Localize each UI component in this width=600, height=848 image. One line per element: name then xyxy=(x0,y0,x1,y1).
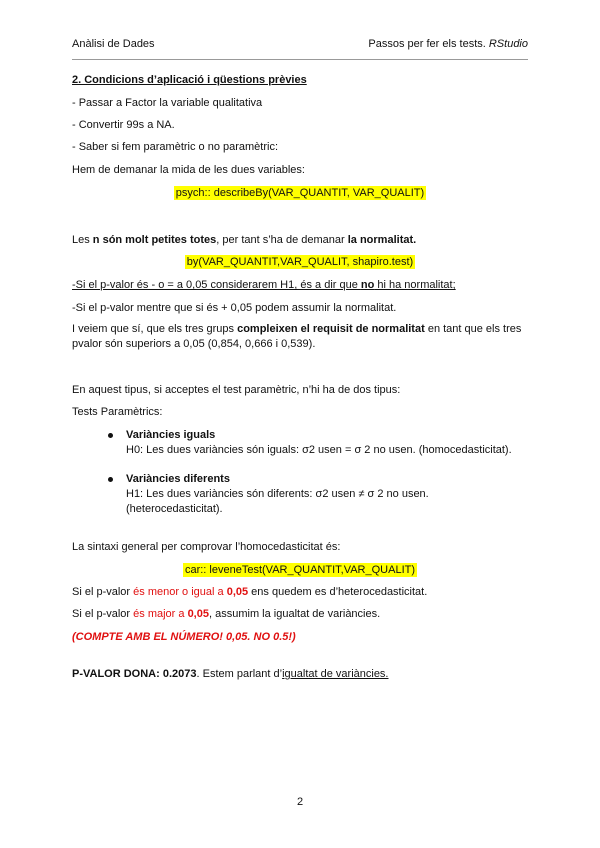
warning-text: (COMPTE AMB EL NÚMERO! 0,05. NO 0.5!) xyxy=(72,631,296,643)
code-levene: car:: leveneTest(VAR_QUANTIT,VAR_QUALIT) xyxy=(184,564,416,576)
section-title: 2. Condicions d’aplicació i qüestions prèvies xyxy=(72,74,307,86)
p-rule-2: Si el p-valor és major a 0,05, assumim la igualtat de variàncies. xyxy=(72,608,381,620)
header-divider xyxy=(72,59,528,60)
step-1: - Passar a Factor la variable qualitativa xyxy=(72,97,263,109)
header-right-text: Passos per fer els tests. xyxy=(368,38,489,50)
bullet-2-title: Variàncies diferents xyxy=(126,473,230,485)
code-shapiro-line xyxy=(0,255,600,269)
code-describe: psych:: describeBy(VAR_QUANTIT, VAR_QUALIT) xyxy=(175,187,425,199)
result-line: P-VALOR DONA: 0.2073. Estem parlant d’igualtat de variàncies. xyxy=(72,668,389,680)
bullet-dot-2 xyxy=(108,477,113,482)
size-intro: Hem de demanar la mida de les dues variables: xyxy=(72,164,305,176)
code-describe-line xyxy=(0,186,600,200)
page-number: 2 xyxy=(296,796,304,808)
conclusion-line-1: I veiem que sí, que els tres grups compleixen el requisit de normalitat en tant que els tres xyxy=(72,323,522,335)
step-2: - Convertir 99s a NA. xyxy=(72,119,175,131)
header-right xyxy=(368,38,528,50)
bullet-1-line-1: H0: Les dues variàncies són iguals: σ2 usen = σ 2 no usen. (homocedasticitat). xyxy=(126,444,512,456)
code-shapiro: by(VAR_QUANTIT,VAR_QUALIT, shapiro.test) xyxy=(186,256,414,268)
bullet-1-title: Variàncies iguals xyxy=(126,429,216,441)
header-right-italic: RStudio xyxy=(488,38,528,50)
syntax-intro: La sintaxi general per comprovar l’homocedasticitat és: xyxy=(72,541,341,553)
rule-1: -Si el p-valor és - o = a 0,05 considerarem H1, és a dir que no hi ha normalitat; xyxy=(72,279,456,291)
code-levene-line xyxy=(0,563,600,577)
conclusion-line-2: pvalor són superiors a 0,05 (0,854, 0,666 i 0,539). xyxy=(72,338,316,350)
bullet-2-line-1: H1: Les dues variàncies són diferents: σ2 usen ≠ σ 2 no usen. xyxy=(126,488,429,500)
bullet-dot-1 xyxy=(108,433,113,438)
rule-2: -Si el p-valor mentre que si és + 0,05 podem assumir la normalitat. xyxy=(72,302,397,314)
p-rule-1: Si el p-valor és menor o igual a 0,05 ens quedem es d’heterocedasticitat. xyxy=(72,586,428,598)
bullet-2-line-2: (heterocedasticitat). xyxy=(126,503,223,515)
type-intro: En aquest tipus, si acceptes el test paramètric, n’hi ha de dos tipus: xyxy=(72,384,401,396)
tests-label: Tests Paramètrics: xyxy=(72,406,163,418)
step-3: - Saber si fem paramètric o no paramètric: xyxy=(72,141,279,153)
normality-text: Les n són molt petites totes, per tant s’ha de demanar la normalitat. xyxy=(72,234,417,246)
header-left: Anàlisi de Dades xyxy=(72,38,155,50)
